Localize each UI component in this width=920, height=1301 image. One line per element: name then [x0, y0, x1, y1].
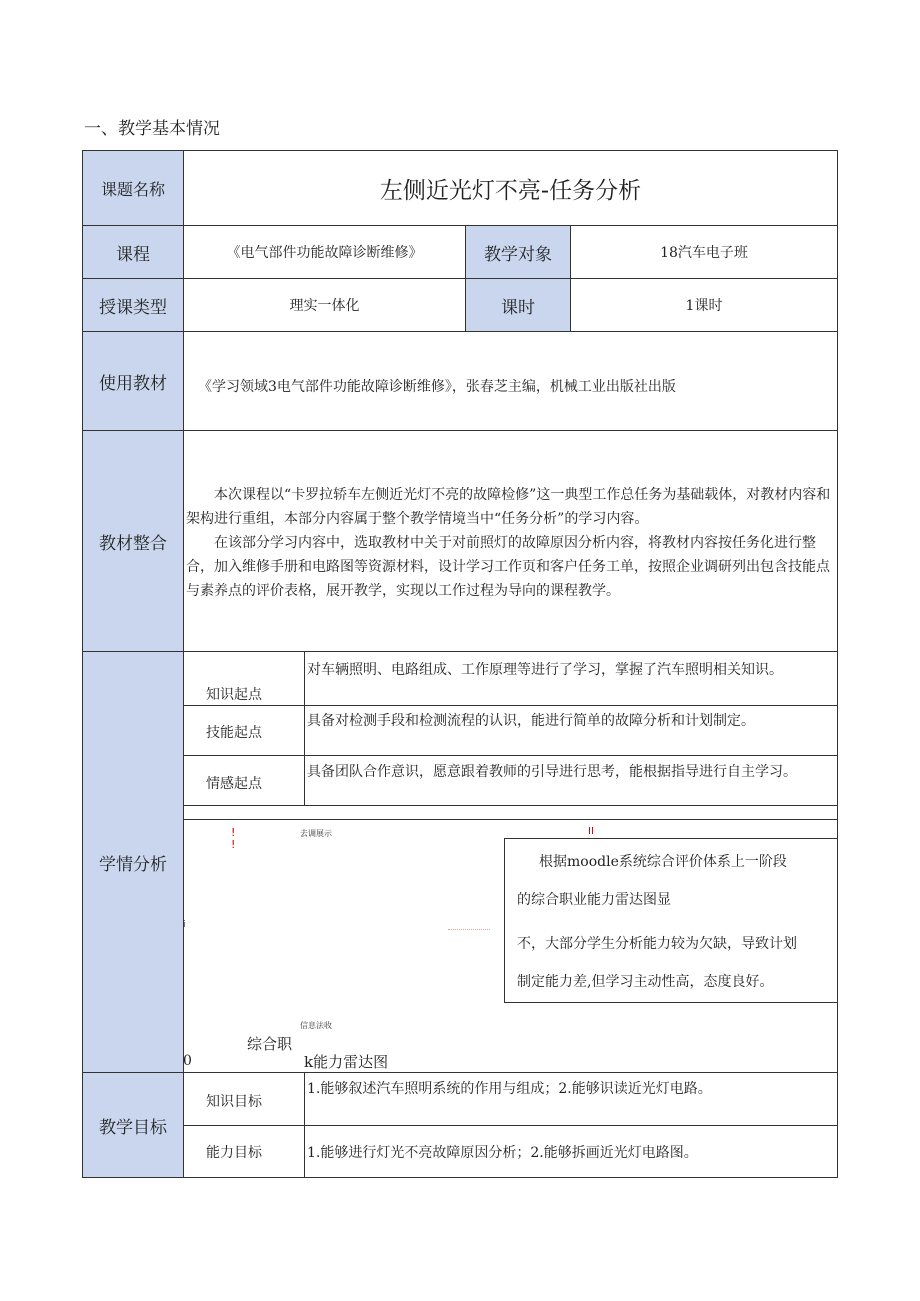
lesson-type-label: 授课类型 [82, 278, 184, 332]
textbook-cell [183, 331, 838, 431]
knowledge-goal-value: 1.能够叙述汽车照明系统的作用与组成；2.能够识读近光灯电路。 [304, 1072, 838, 1126]
knowledge-start-label: 知识起点 [183, 651, 305, 706]
topic-value: 左侧近光灯不亮-任务分析 [183, 150, 838, 226]
integration-paragraph-2: 在该部分学习内容中，选取教材中关于对前照灯的故障原因分析内容，将教材内容按任务化进行整合，加入维修手册和电路图等资源材料，设计学习工作页和客户任务工单，按照企业调研列出包含技能点与素养点的评价表格，展开教学，实现以工作过程为导向的课程教学。 [186, 535, 830, 599]
integration-label: 教材整合 [82, 430, 184, 652]
caption-zero: 0 [183, 1053, 192, 1069]
learner-spacer-row [183, 805, 838, 820]
radar-summary-box: 根据moodle系统综合评价体系上一阶段 的综合职业能力雷达图显 不，大部分学生分析能力较为欠缺，导致计划 制定能力差,但学习主动性高，态度良好。 [504, 838, 838, 1003]
goals-label: 教学目标 [82, 1072, 184, 1178]
hours-value: 1课时 [570, 278, 838, 332]
mark-i: i [183, 920, 186, 930]
skill-start-value: 具备对检测手段和检测流程的认识，能进行简单的故障分析和计划制定。 [304, 705, 838, 756]
hours-label: 课时 [465, 278, 571, 332]
chart-note-bottom: 信息法收 [300, 1021, 332, 1030]
ability-goal-label: 能力目标 [183, 1125, 305, 1178]
knowledge-goal-label: 知识目标 [183, 1072, 305, 1126]
integration-cell [183, 430, 838, 652]
emotion-start-value: 具备团队合作意识，愿意跟着教师的引导进行思考，能根据指导进行自主学习。 [304, 755, 838, 806]
ability-goal-value: 1.能够进行灯光不亮故障原因分析；2.能够拆画近光灯电路图。 [304, 1125, 838, 1178]
learner-label: 学情分析 [82, 651, 184, 1073]
topic-label: 课题名称 [82, 150, 184, 226]
course-value: 《电气部件功能故障诊断维修》 [183, 225, 466, 279]
skill-start-label: 技能起点 [183, 705, 305, 756]
integration-text [186, 483, 836, 603]
caption-right: k能力雷达图 [304, 1053, 389, 1071]
chart-dotted-line [448, 929, 490, 930]
knowledge-start-value: 对车辆照明、电路组成、工作原理等进行了学习，掌握了汽车照明相关知识。 [304, 651, 838, 706]
lesson-type-value: 理实一体化 [183, 278, 466, 332]
caption-left: 综合职 [247, 1035, 293, 1053]
emotion-start-label: 情感起点 [183, 755, 305, 806]
textbook-label: 使用教材 [82, 331, 184, 431]
textbook-value: 《学习领域3电气部件功能故障诊断维修》，张春芝主编，机械工业出版社出版 [198, 379, 676, 395]
mark-b: ! [231, 838, 236, 851]
section-heading: 一、教学基本情况 [84, 119, 220, 139]
mark-a: ! [231, 826, 236, 839]
audience-value: 18汽车电子班 [570, 225, 838, 279]
chart-note-top: 去调展示 [300, 829, 332, 838]
audience-label: 教学对象 [465, 225, 571, 279]
mark-c: II [588, 826, 594, 837]
course-label: 课程 [82, 225, 184, 279]
integration-paragraph-1: 本次课程以“卡罗拉轿车左侧近光灯不亮的故障检修”这一典型工作总任务为基础载体，对教材内容和架构进行重组，本部分内容属于整个教学情境当中“任务分析”的学习内容。 [186, 487, 831, 527]
teaching-info-table [82, 150, 838, 1178]
